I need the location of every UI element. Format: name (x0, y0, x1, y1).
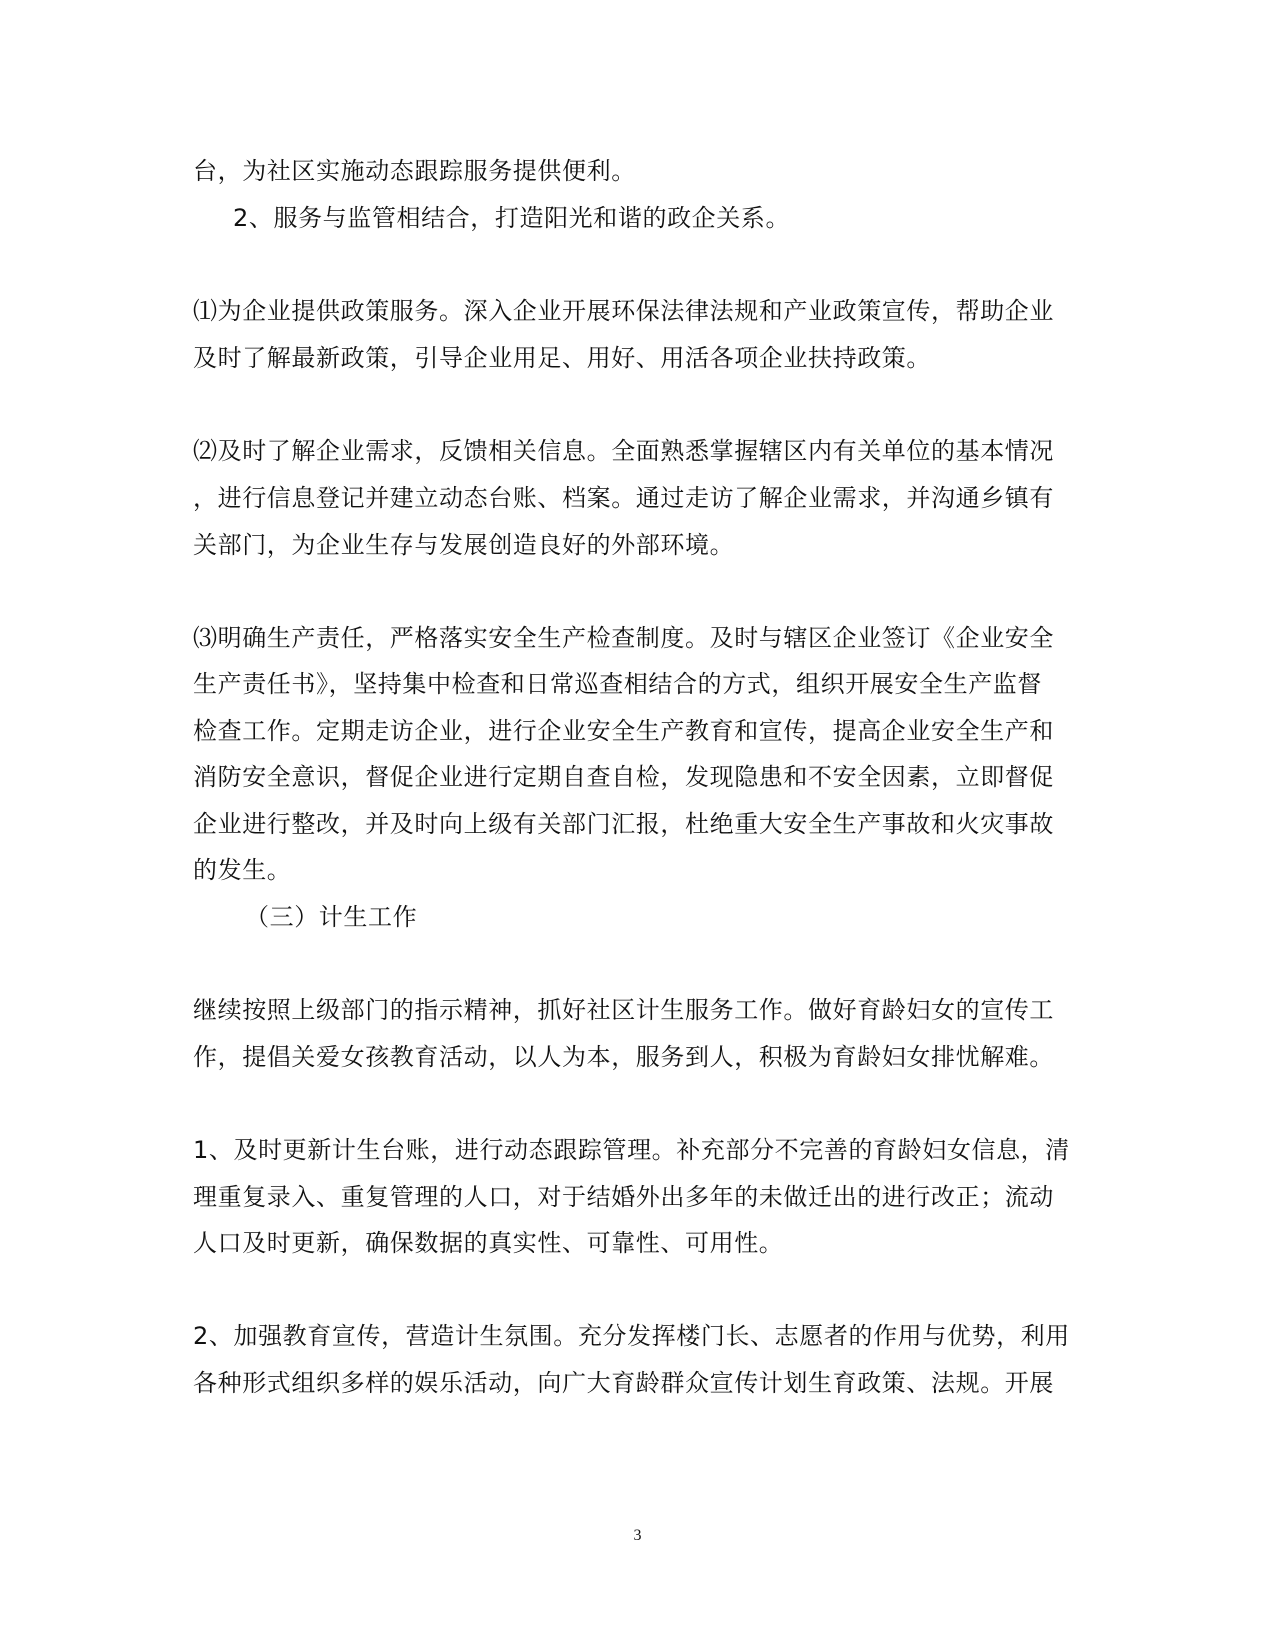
text-line: 关部门，为企业生存与发展创造良好的外部环境。 (193, 531, 735, 559)
section-heading: （三）计生工作 (245, 903, 418, 931)
text-line: 2、服务与监管相结合，打造阳光和谐的政企关系。 (233, 204, 791, 232)
text-line: 消防安全意识，督促企业进行定期自查自检，发现隐患和不安全因素，立即督促 (193, 763, 1054, 791)
text-line: 检查工作。定期走访企业，进行企业安全生产教育和宣传，提高企业安全生产和 (193, 717, 1054, 745)
text-line: 人口及时更新，确保数据的真实性、可靠性、可用性。 (193, 1229, 784, 1257)
text-line: 的发生。 (193, 856, 292, 884)
text-line: 各种形式组织多样的娱乐活动，向广大育龄群众宣传计划生育政策、法规。开展 (193, 1369, 1054, 1397)
text-line: 生产责任书》，坚持集中检查和日常巡查相结合的方式，组织开展安全生产监督 (193, 670, 1042, 698)
page-number: 3 (633, 1527, 642, 1544)
text-line: 台，为社区实施动态跟踪服务提供便利。 (193, 157, 636, 185)
text-line: 理重复录入、重复管理的人口，对于结婚外出多年的未做迁出的进行改正；流动 (193, 1183, 1054, 1211)
text-line: ⑵及时了解企业需求，反馈相关信息。全面熟悉掌握辖区内有关单位的基本情况 (193, 437, 1054, 465)
text-line: ⑶明确生产责任，严格落实安全生产检查制度。及时与辖区企业签订《企业安全 (193, 624, 1054, 652)
text-line: 作，提倡关爱女孩教育活动，以人为本，服务到人，积极为育龄妇女排忧解难。 (193, 1043, 1054, 1071)
text-line: 1、及时更新计生台账，进行动态跟踪管理。补充部分不完善的育龄妇女信息，清 (193, 1136, 1070, 1164)
text-line: 企业进行整改，并及时向上级有关部门汇报，杜绝重大安全生产事故和火灾事故 (193, 810, 1054, 838)
text-line: ，进行信息登记并建立动态台账、档案。通过走访了解企业需求，并沟通乡镇有 (193, 484, 1054, 512)
text-line: 继续按照上级部门的指示精神，抓好社区计生服务工作。做好育龄妇女的宣传工 (193, 996, 1054, 1024)
text-line: 2、加强教育宣传，营造计生氛围。充分发挥楼门长、志愿者的作用与优势，利用 (193, 1322, 1070, 1350)
text-line: ⑴为企业提供政策服务。深入企业开展环保法律法规和产业政策宣传，帮助企业 (193, 297, 1054, 325)
text-line: 及时了解最新政策，引导企业用足、用好、用活各项企业扶持政策。 (193, 344, 931, 372)
